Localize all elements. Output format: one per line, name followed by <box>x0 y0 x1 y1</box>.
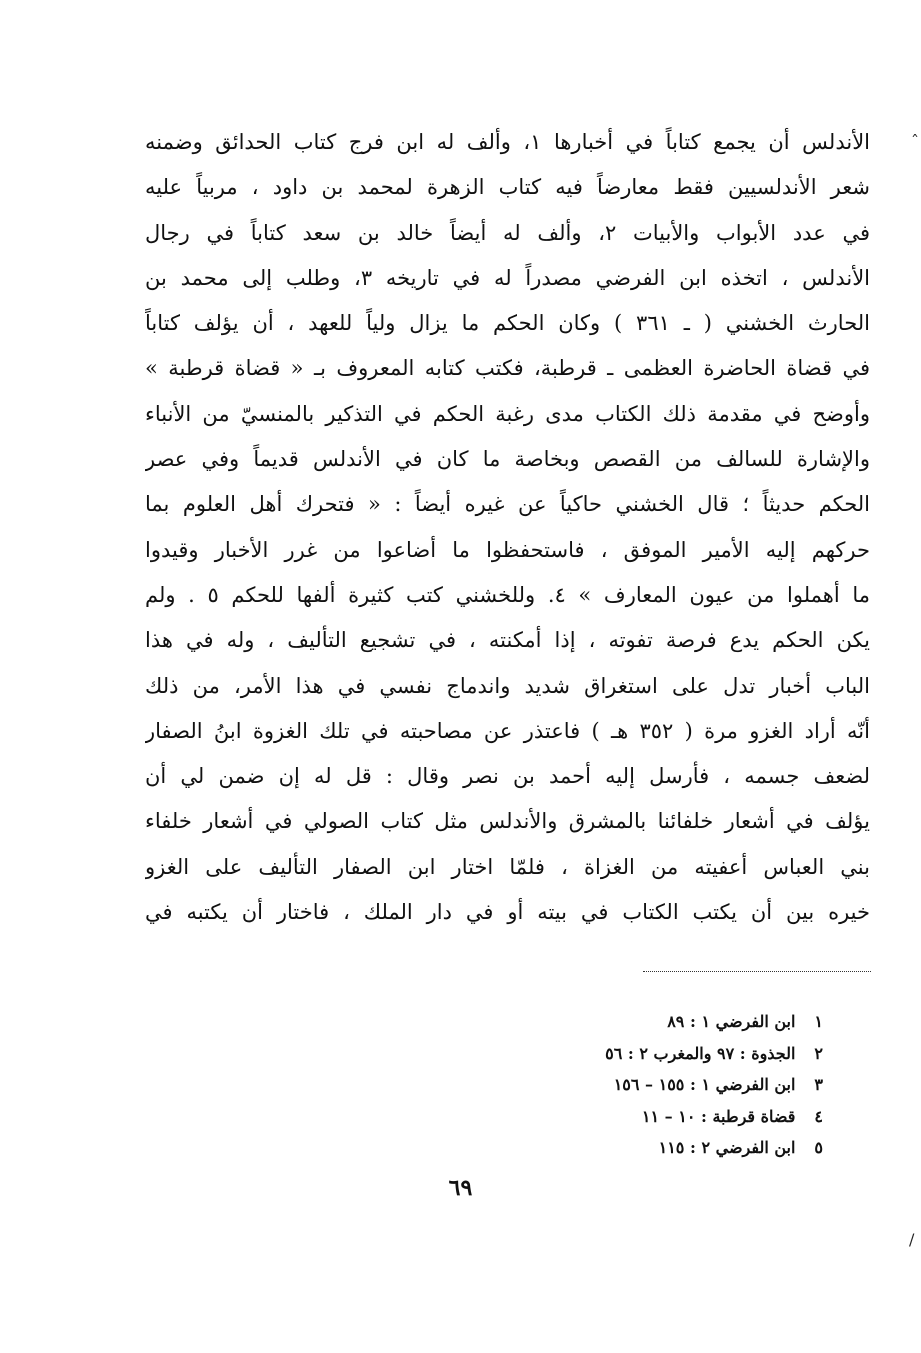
footnote-number: ٢ <box>814 1043 823 1063</box>
body-line: الباب أخبار تدل على استغراق شديد واندماج نفسي في هذا الأمر، من ذلك <box>145 673 870 698</box>
footnote-text: قضاة قرطبة : ١٠ – ١١ <box>641 1106 796 1126</box>
body-line: يؤلف في أشعار خلفائنا بالمشرق والأندلس مثل كتاب الصولي في أشعار خلفاء <box>145 809 870 834</box>
footnote-number: ٣ <box>814 1075 823 1094</box>
footnote-text: ابن الفرضي ١ : ٨٩ <box>667 1012 796 1031</box>
body-line: وأوضح في مقدمة ذلك الكتاب مدى رغبة الحكم في التذكير بالمنسيّ من الأنباء <box>145 401 870 426</box>
body-line: لضعف جسمه ، فأرسل إليه أحمد بن نصر وقال : قل له إن ضمن لي أن <box>145 764 870 789</box>
footnote <box>443 1101 823 1133</box>
footnote <box>443 1132 823 1164</box>
body-line: أنّه أراد الغزو مرة ( ٣٥٢ هـ ) فاعتذر عن مصاحبته في تلك الغزوة ابنُ الصفار <box>145 718 870 743</box>
body-line: الأندلس أن يجمع كتاباً في أخبارها ١، وألف له ابن فرج كتاب الحدائق وضمنه <box>145 130 870 154</box>
body-line: الأندلس ، اتخذه ابن الفرضي مصدراً له في تاريخه ٣، وطلب إلى محمد بن <box>145 265 870 290</box>
body-line: حركهم إليه الأمير الموفق ، فاستحفظوا ما أضاعوا من غرر الأخبار وقيدوا <box>145 537 870 562</box>
footnote-number: ٤ <box>814 1106 823 1126</box>
body-line: الحارث الخشني ( ـ ٣٦١ ) وكان الحكم ما يزال ولياً للعهد ، أن يؤلف كتاباً <box>145 311 870 336</box>
footnote-separator <box>643 971 871 972</box>
footnote-text: الجذوة : ٩٧ والمغرب ٢ : ٥٦ <box>605 1043 796 1063</box>
footnote-text: ابن الفرضي ٢ : ١١٥ <box>658 1138 796 1157</box>
body-line: بني العباس أعفيته من الغزاة ، فلمّا اختار ابن الصفار التأليف على الغزو <box>145 854 870 879</box>
footnote-number: ٥ <box>814 1138 823 1157</box>
footnote-number: ١ <box>814 1012 823 1031</box>
page-number: ٦٩ <box>448 1175 473 1201</box>
footnote <box>443 1038 823 1070</box>
body-text <box>145 120 870 935</box>
footnotes <box>443 1006 823 1164</box>
body-line: ما أهملوا من عيون المعارف » ٤. وللخشني كتب كثيرة ألفها للحكم ٥ . ولم <box>145 582 870 607</box>
scan-edge-mark: / <box>909 1230 915 1249</box>
body-line: الحكم حديثاً ؛ قال الخشني حاكياً عن غيره أيضاً : « فتحرك أهل العلوم بما <box>145 492 870 517</box>
footnote <box>443 1006 823 1038</box>
body-line: والإشارة للسالف من القصص وبخاصة ما كان في الأندلس قديماً وفي عصر <box>145 447 870 472</box>
scan-edge-mark: ˆ <box>911 132 919 151</box>
body-line: في قضاة الحاضرة العظمى ـ قرطبة، فكتب كتابه المعروف بـ « قضاة قرطبة » <box>145 356 870 381</box>
footnote <box>443 1069 823 1101</box>
body-line: خيره بين أن يكتب الكتاب في بيته أو في دار الملك ، فاختار أن يكتبه في <box>145 900 870 925</box>
footnote-text: ابن الفرضي ١ : ١٥٥ – ١٥٦ <box>613 1075 796 1094</box>
body-line: يكن الحكم يدع فرصة تفوته ، إذا أمكنته ، في تشجيع التأليف ، وله في هذا <box>145 628 870 653</box>
body-line: شعر الأندلسيين فقط معارضاً فيه كتاب الزهرة لمحمد بن داود ، مربياً عليه <box>145 175 870 200</box>
body-line: في عدد الأبواب والأبيات ٢، وألف له أيضاً خالد بن سعد كتاباً في رجال <box>145 220 870 245</box>
